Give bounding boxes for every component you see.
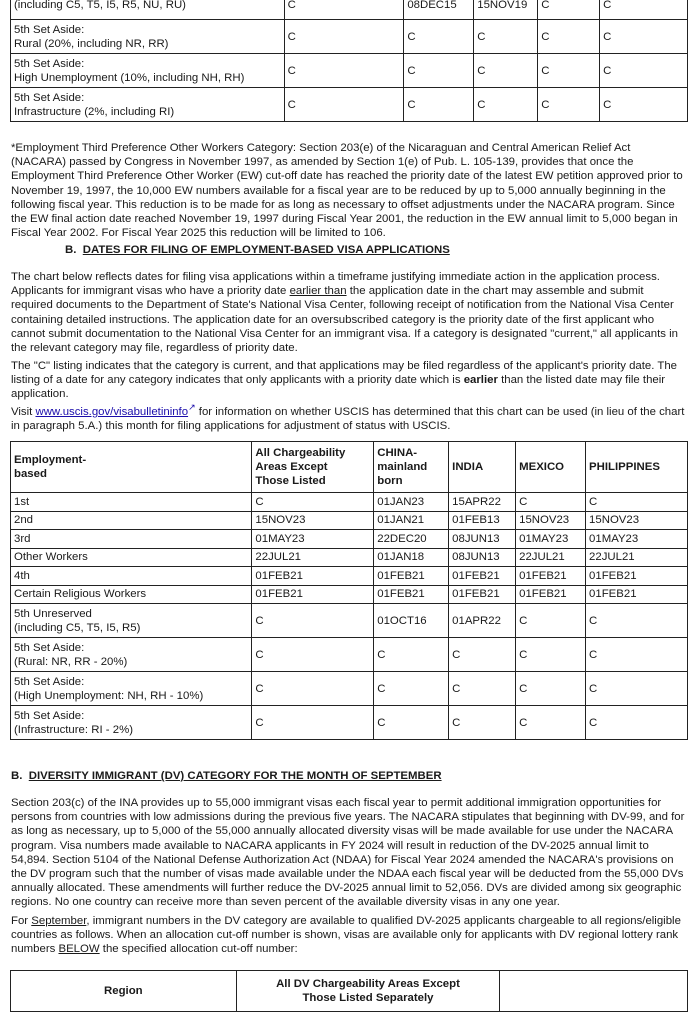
text-run: , immigrant numbers in the DV category are available to qualified DV-2025 applicants chargeable to all regions/eligible countries as follows. When an allocation cut-off number is shown, visas are available only for applicants with DV regional lottery rank numbers: [11, 915, 681, 956]
date-cell: 01FEB21: [516, 585, 586, 604]
date-cell: C: [600, 0, 688, 20]
uscis-link[interactable]: www.uscis.gov/visabulletininfo: [35, 405, 189, 418]
section-prefix: B.: [65, 244, 77, 256]
date-cell: 01FEB21: [586, 567, 688, 586]
row-label: 5th Set Aside:: [14, 23, 85, 36]
date-cell: C: [284, 0, 404, 20]
row-sublabel: Rural (20%, including NR, RR): [14, 37, 169, 50]
date-cell: 08JUN13: [449, 530, 516, 549]
row-label-cell: 2nd: [11, 511, 252, 530]
date-cell: C: [516, 706, 586, 740]
date-cell: C: [516, 672, 586, 706]
date-cell: 01JAN21: [374, 511, 449, 530]
date-cell: 01JAN23: [374, 493, 449, 512]
date-cell: C: [474, 54, 538, 88]
date-cell: 01FEB21: [374, 567, 449, 586]
row-label-cell: [11, 54, 285, 88]
filing-dates-table: [10, 441, 688, 740]
table-row: [11, 0, 688, 20]
table-row: [11, 493, 688, 512]
filing-chart-explanation: [11, 270, 687, 355]
row-label: 5th Unreserved: [14, 607, 92, 620]
section-prefix: B.: [11, 770, 23, 782]
text-run-underlined: September: [31, 915, 87, 927]
column-header: MEXICO: [516, 442, 586, 493]
table-row: [11, 638, 688, 672]
date-cell: 01MAY23: [516, 530, 586, 549]
text-run-underlined: earlier than: [289, 285, 347, 298]
row-label-cell: (including C5, T5, I5, R5, NU, RU): [11, 0, 285, 20]
row-label: 5th Set Aside:: [14, 641, 85, 654]
date-cell: C: [374, 706, 449, 740]
date-cell: C: [586, 706, 688, 740]
date-cell: 01APR22: [449, 604, 516, 638]
row-label-cell: [11, 88, 285, 122]
date-cell: 15NOV23: [586, 511, 688, 530]
table-row: [11, 672, 688, 706]
row-label-cell: [11, 706, 252, 740]
date-cell: C: [374, 638, 449, 672]
ew-footnote: *Employment Third Preference Other Workers Category: Section 203(e) of the Nicaraguan and Central American Relief Act (NACARA) passed by Congress in November 1997, as amended by Section 1(e) of Pub. L. 105-139, provides that once the Employment Third Preference Other Worker (EW) cut-off date has reached the priority date of the latest EW petition approved prior to November 19, 1997, the 10,000 EW numbers available for a fiscal year are to be reduced by up to 5,000 annually beginning in the following fiscal year. This reduction is to be made for as long as necessary to offset adjustments under the NACARA program. Since the EW final action date reached November 19, 1997 during Fiscal Year 2001, the reduction in the EW annual limit to 5,000 began in Fiscal Year 2002. For Fiscal Year 2025 this reduction will be limited to 106.: [11, 142, 683, 240]
section-title: DIVERSITY IMMIGRANT (DV) CATEGORY FOR THE MONTH OF SEPTEMBER: [28, 770, 442, 782]
date-cell: C: [538, 0, 600, 20]
table-row: [11, 548, 688, 567]
row-label-cell: [11, 638, 252, 672]
text-run: the specified allocation cut-off number:: [99, 943, 298, 956]
date-cell: C: [586, 493, 688, 512]
date-cell: C: [586, 672, 688, 706]
external-link-icon: ↗: [188, 402, 196, 412]
date-cell: 15APR22: [449, 493, 516, 512]
date-cell: C: [600, 54, 688, 88]
date-cell: 08DEC15: [404, 0, 474, 20]
row-sublabel: (Rural: NR, RR - 20%): [14, 655, 128, 668]
row-sublabel: (including C5, T5, I5, R5): [14, 621, 141, 634]
uscis-visit-paragraph: [11, 400, 687, 433]
table-row: [11, 88, 688, 122]
date-cell: 01FEB21: [586, 585, 688, 604]
row-label-cell: 3rd: [11, 530, 252, 549]
date-cell: 01FEB21: [449, 585, 516, 604]
table-row: [11, 511, 688, 530]
text-run: The "C" listing indicates that the category is current, and that applications may be filed regardless of the applicant's priority date. The listing of a date for any category indicates that only applicants with a priority date which is: [11, 360, 678, 387]
date-cell: C: [538, 20, 600, 54]
date-cell: 01FEB21: [252, 567, 374, 586]
date-cell: C: [600, 20, 688, 54]
date-cell: C: [284, 88, 404, 122]
row-label-cell: [11, 672, 252, 706]
row-sublabel: (High Unemployment: NH, RH - 10%): [14, 689, 204, 702]
current-listing-explanation: [11, 359, 687, 402]
row-label: 5th Set Aside:: [14, 709, 85, 722]
date-cell: 08JUN13: [449, 548, 516, 567]
table-row: [11, 20, 688, 54]
section-heading-dv: [11, 769, 442, 783]
date-cell: C: [538, 88, 600, 122]
final-action-table-tail: [10, 0, 688, 122]
row-label-cell: Certain Religious Workers: [11, 585, 252, 604]
date-cell: 22JUL21: [252, 548, 374, 567]
date-cell: C: [404, 54, 474, 88]
text-run: the application date in the chart may assemble and submit required documents to the Department of State's National Visa Center, following receipt of notification from the National Visa Center containing detailed instructions. The application date for an oversubscribed category is the priority date of the first applicant who cannot submit documentation to the National Visa Center for an immigrant visa. If a category is designated "current," all applicants in the relevant category may file, regardless of priority date.: [11, 285, 678, 355]
row-sublabel: (Infrastructure: RI - 2%): [14, 723, 133, 736]
row-sublabel: High Unemployment (10%, including NH, RH): [14, 71, 245, 84]
row-label-cell: [11, 604, 252, 638]
date-cell: C: [404, 88, 474, 122]
date-cell: C: [516, 493, 586, 512]
table-row: [11, 706, 688, 740]
date-cell: C: [538, 54, 600, 88]
date-cell: 15NOV23: [252, 511, 374, 530]
table-row: [11, 604, 688, 638]
date-cell: 01MAY23: [252, 530, 374, 549]
date-cell: 01MAY23: [586, 530, 688, 549]
date-cell: C: [449, 638, 516, 672]
dv-september-paragraph: [11, 914, 687, 957]
date-cell: C: [252, 638, 374, 672]
table-row: [11, 54, 688, 88]
date-cell: C: [284, 54, 404, 88]
date-cell: C: [586, 638, 688, 672]
column-header: INDIA: [449, 442, 516, 493]
table-row: [11, 585, 688, 604]
date-cell: 01FEB13: [449, 511, 516, 530]
row-label: 5th Set Aside:: [14, 57, 85, 70]
date-cell: C: [474, 88, 538, 122]
text-run: The chart below reflects dates for filing visa applications within a timeframe justifying immediate action in the application process. Applicants for immigrant visas who have a priority date: [11, 271, 660, 298]
row-label-cell: Other Workers: [11, 548, 252, 567]
text-run-bold: earlier: [463, 374, 498, 387]
column-header: [500, 971, 688, 1012]
row-label-cell: 1st: [11, 493, 252, 512]
table-row: [11, 530, 688, 549]
section-title: DATES FOR FILING OF EMPLOYMENT-BASED VISA APPLICATIONS: [82, 244, 450, 256]
date-cell: 22JUL21: [516, 548, 586, 567]
date-cell: C: [600, 88, 688, 122]
row-label-cell: 4th: [11, 567, 252, 586]
date-cell: C: [374, 672, 449, 706]
date-cell: C: [404, 20, 474, 54]
date-cell: C: [516, 604, 586, 638]
column-header: Region: [11, 971, 237, 1012]
date-cell: 01FEB21: [516, 567, 586, 586]
date-cell: C: [449, 672, 516, 706]
row-label: 5th Set Aside:: [14, 675, 85, 688]
date-cell: C: [516, 638, 586, 672]
column-header: All Chargeability Areas Except Those Listed: [252, 442, 374, 493]
date-cell: C: [252, 706, 374, 740]
column-header: Employment- based: [11, 442, 252, 493]
date-cell: C: [284, 20, 404, 54]
date-cell: C: [252, 672, 374, 706]
dv-table: [10, 970, 688, 1012]
date-cell: C: [449, 706, 516, 740]
text-run: for information on whether USCIS has determined that this chart can be used (in lieu of the chart in paragraph 5.A.) this month for filing applications for adjustment of status with USCIS.: [11, 405, 685, 432]
date-cell: C: [252, 604, 374, 638]
date-cell: C: [474, 20, 538, 54]
column-header: PHILIPPINES: [586, 442, 688, 493]
date-cell: C: [252, 493, 374, 512]
row-label-cell: [11, 20, 285, 54]
date-cell: 01JAN18: [374, 548, 449, 567]
section-heading-filing-dates: [65, 243, 450, 257]
column-header: All DV Chargeability Areas Except Those Listed Separately: [236, 971, 500, 1012]
date-cell: 22DEC20: [374, 530, 449, 549]
row-label: 5th Set Aside:: [14, 91, 85, 104]
column-header: CHINA- mainland born: [374, 442, 449, 493]
date-cell: 01OCT16: [374, 604, 449, 638]
date-cell: 15NOV19: [474, 0, 538, 20]
date-cell: 01FEB21: [449, 567, 516, 586]
row-sublabel: Infrastructure (2%, including RI): [14, 105, 175, 118]
date-cell: 15NOV23: [516, 511, 586, 530]
text-run-underlined: BELOW: [58, 943, 100, 956]
date-cell: 22JUL21: [586, 548, 688, 567]
dv-intro-paragraph: Section 203(c) of the INA provides up to 55,000 immigrant visas each fiscal year to permit additional immigration opportunities for persons from countries with low admissions during the previous five years. The NACARA stipulates that beginning with DV-99, and for as long as necessary, up to 5,000 of the 55,000 annually allocated diversity visas will be made available for use under the NACARA program. Visa numbers made available to NACARA applicants in FY 2024 will result in reduction of the DV-2025 annual limit to 54,894. Section 5104 of the National Defense Authorization Act (NDAA) for Fiscal Year 2024 amended the NACARA's provisions on the DV program such that the number of visas made available under the NDAA each fiscal year will be deducted from the 55,000 DVs annually allocated. These amendments will further reduce the DV-2025 annual limit to 52,056. DVs are divided among six geographic regions. No one country can receive more than seven percent of the available diversity visas in any one year.: [11, 797, 685, 909]
text-run: Visit: [11, 405, 36, 418]
text-run: than the listed date may file their application.: [11, 374, 666, 401]
date-cell: 01FEB21: [252, 585, 374, 604]
table-row: [11, 567, 688, 586]
date-cell: 01FEB21: [374, 585, 449, 604]
text-run: For: [11, 915, 32, 927]
date-cell: C: [586, 604, 688, 638]
